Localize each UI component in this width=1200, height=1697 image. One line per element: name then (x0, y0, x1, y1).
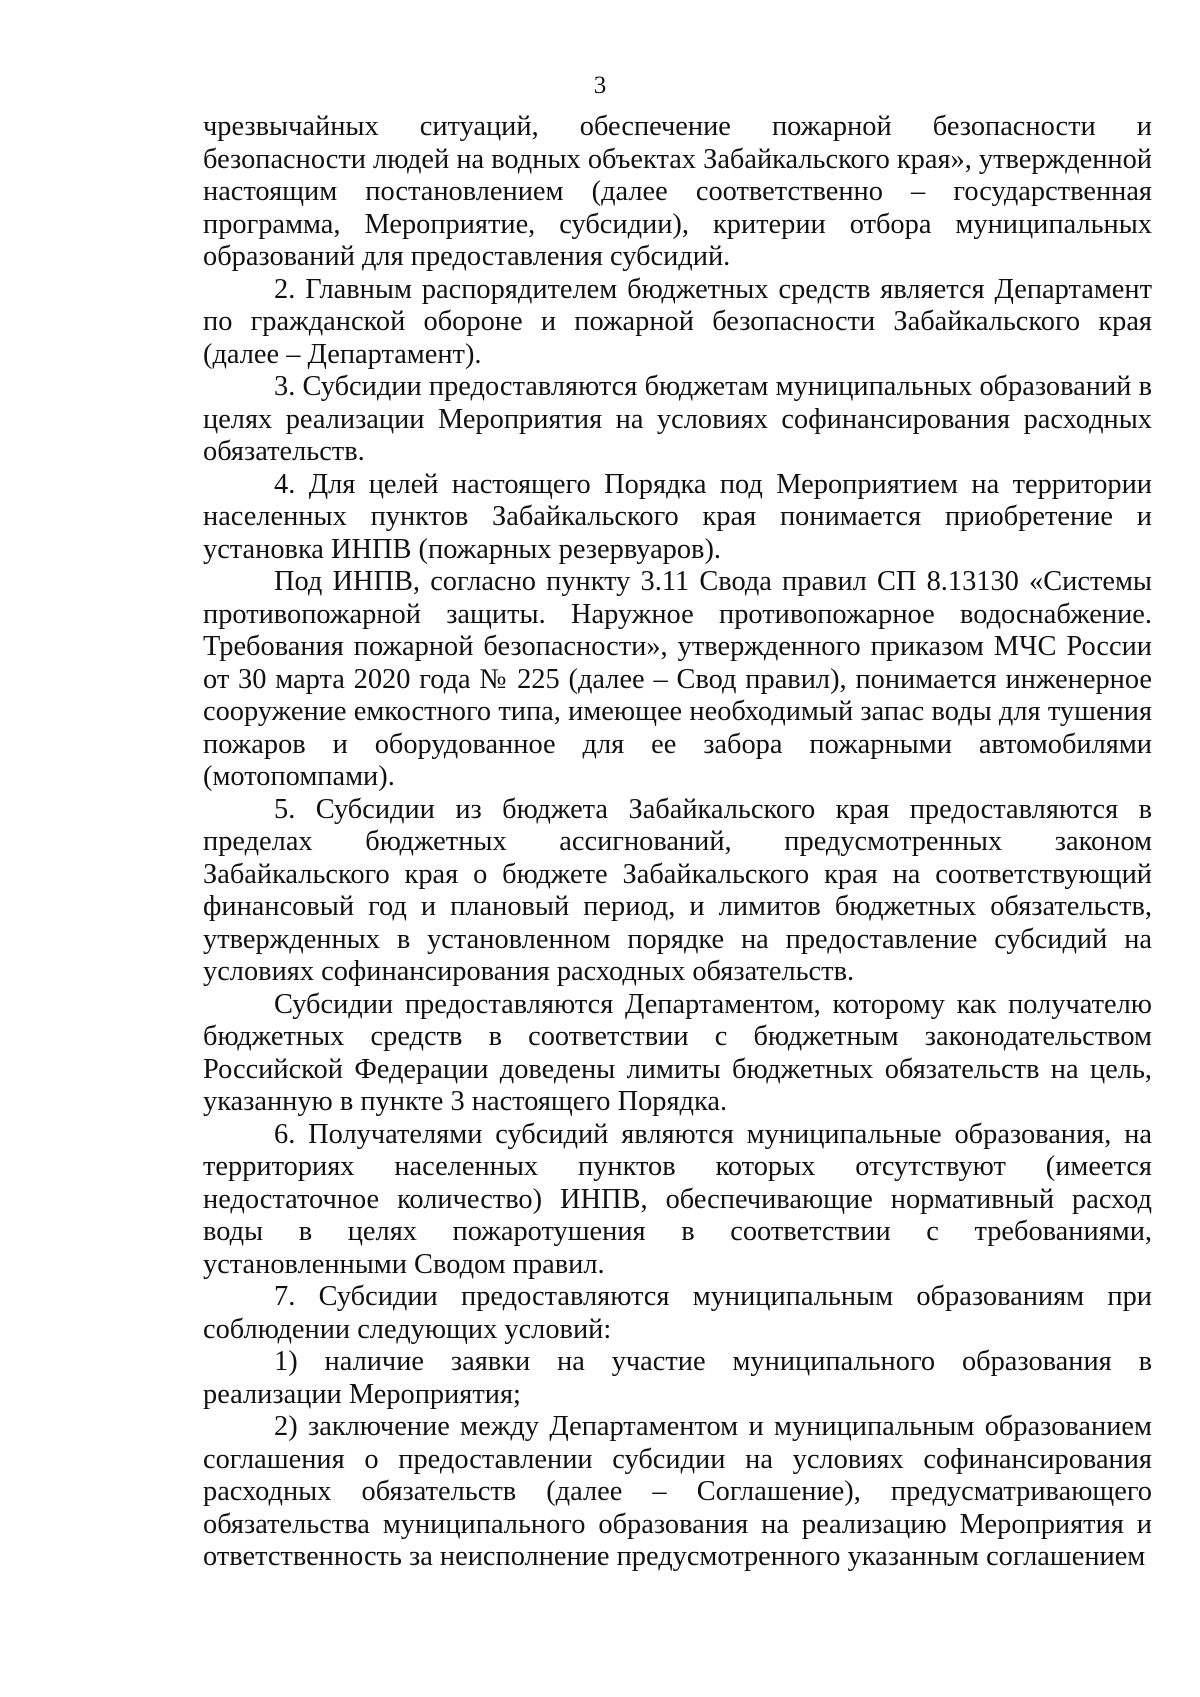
paragraph-item-7: 7. Субсидии предоставляются муниципальным образованиям при соблюдении следующих условий: (203, 1281, 1152, 1345)
paragraph-inpv-definition: Под ИНПВ, согласно пункту 3.11 Свода правил СП 8.13130 «Системы противопожарной защиты. Наружное противопожарное водоснабжение. Требования пожарной безопасности», утвержденного приказом МЧС России от 30 марта 2020 года № 225 (далее – Свод правил), понимается инженерное сооружение емкостного типа, имеющее необходимый запас воды для тушения пожаров и оборудованное для ее забора пожарными автомобилями (мотопомпами). (203, 566, 1152, 792)
paragraph-condition-2: 2) заключение между Департаментом и муниципальным образованием соглашения о предоставлении субсидии на условиях софинансирования расходных обязательств (далее – Соглашение), предусматривающего обязательства муниципального образования на реализацию Мероприятия и ответственность за неисполнение предусмотренного указанным соглашением (203, 1411, 1152, 1572)
paragraph-item-3: 3. Субсидии предоставляются бюджетам муниципальных образований в целях реализации Мероприятия на условиях софинансирования расходных обязательств. (203, 371, 1152, 467)
paragraph-continuation: чрезвычайных ситуаций, обеспечение пожарной безопасности и безопасности людей на водных объектах Забайкальского края», утвержденной настоящим постановлением (далее соответственно – государственная программа, Мероприятие, субсидии), критерии отбора муниципальных образований для предоставления субсидий. (203, 111, 1152, 272)
document-body (203, 111, 1152, 1574)
paragraph-item-4: 4. Для целей настоящего Порядка под Мероприятием на территории населенных пунктов Забайкальского края понимается приобретение и установка ИНПВ (пожарных резервуаров). (203, 468, 1152, 565)
paragraph-condition-1: 1) наличие заявки на участие муниципального образования в реализации Мероприятия; (203, 1346, 1152, 1410)
paragraph-item-2: 2. Главным распорядителем бюджетных средств является Департамент по гражданской обороне и пожарной безопасности Забайкальского края (далее – Департамент). (203, 273, 1152, 370)
paragraph-subsidy-provision: Субсидии предоставляются Департаментом, которому как получателю бюджетных средств в соответствии с бюджетным законодательством Российской Федерации доведены лимиты бюджетных обязательств на цель, указанную в пункте 3 настоящего Порядка. (203, 988, 1152, 1117)
paragraph-item-6: 6. Получателями субсидий являются муниципальные образования, на территориях населенных пунктов которых отсутствуют (имеется недостаточное количество) ИНПВ, обеспечивающие нормативный расход воды в целях пожаротушения в соответствии с требованиями, установленными Сводом правил. (203, 1118, 1152, 1280)
page-number: 3 (593, 72, 607, 99)
paragraph-item-5: 5. Субсидии из бюджета Забайкальского края предоставляются в пределах бюджетных ассигнований, предусмотренных законом Забайкальского края о бюджете Забайкальского края на соответствующий финансовый год и плановый период, и лимитов бюджетных обязательств, утвержденных в установленном порядке на предоставление субсидий на условиях софинансирования расходных обязательств. (203, 793, 1152, 987)
